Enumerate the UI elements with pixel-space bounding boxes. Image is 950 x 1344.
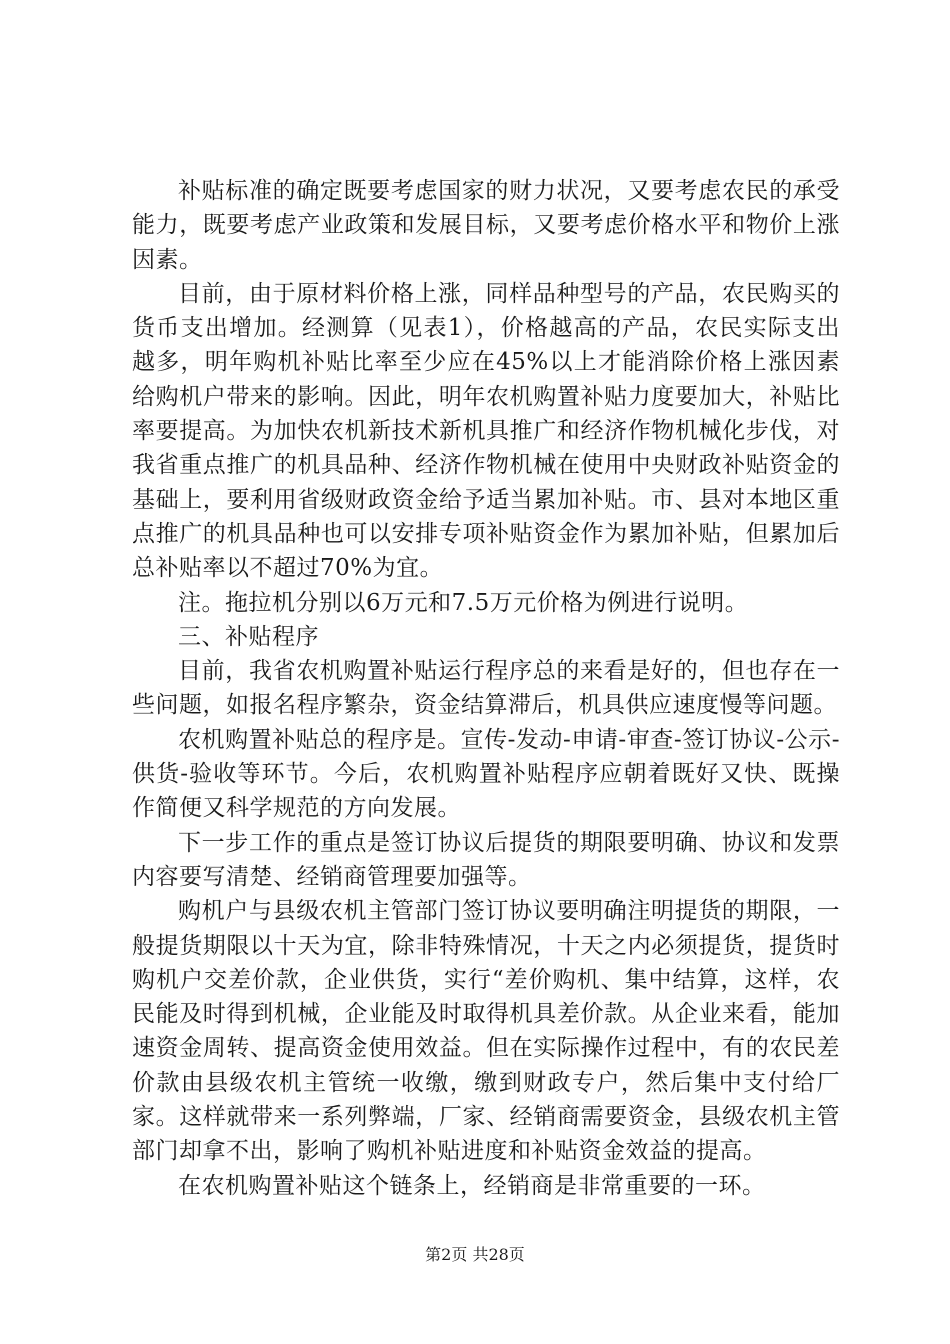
- page-footer: 第2页 共28页: [425, 1245, 525, 1264]
- paragraph-overall-procedure: 农机购置补贴总的程序是。宣传-发动-申请-审查-签订协议-公示-供货-验收等环节。今后，农机购置补贴程序应朝着既好又快、既操作简便又科学规范的方向发展。: [132, 726, 840, 822]
- paragraph-current-procedure: 目前，我省农机购置补贴运行程序总的来看是好的，但也存在一些问题，如报名程序繁杂，资金结算滞后，机具供应速度慢等问题。: [132, 658, 840, 719]
- section-heading-subsidy-procedure: 三、补贴程序: [178, 623, 319, 650]
- paragraph-price-increase: 目前，由于原材料价格上涨，同样品种型号的产品，农民购买的货币支出增加。经测算（见表1），价格越高的产品，农民实际支出越多，明年购机补贴比率至少应在45%以上才能消除价格上涨因素给购机户带来的影响。因此，明年农机购置补贴力度要加大，补贴比率要提高。为加快农机新技术新机具推广和经济作物机械化步伐，对我省重点推广的机具品种、经济作物机械在使用中央财政补贴资金的基础上，要利用省级财政资金给予适当累加补贴。市、县对本地区重点推广的机具品种也可以安排专项补贴资金作为累加补贴，但累加后总补贴率以不超过70%为宜。: [132, 280, 840, 582]
- paragraph-pickup-deadline: 购机户与县级农机主管部门签订协议要明确注明提货的期限，一般提货期限以十天为宜，除非特殊情况，十天之内必须提货，提货时购机户交差价款，企业供货，实行“差价购机、集中结算，这样，农民能及时得到机械，企业能及时取得机具差价款。从企业来看，能加速资金周转、提高资金使用效益。但在实际操作过程中，有的农民差价款由县级农机主管统一收缴，缴到财政专户，然后集中支付给厂家。这样就带来一系列弊端，厂家、经销商需要资金，县级农机主管部门却拿不出，影响了购机补贴进度和补贴资金效益的提高。: [132, 898, 840, 1165]
- document-body: [132, 174, 840, 1203]
- paragraph-subsidy-standard: 补贴标准的确定既要考虑国家的财力状况，又要考虑农民的承受能力，既要考虑产业政策和发展目标，又要考虑价格水平和物价上涨因素。: [132, 178, 840, 273]
- paragraph-note: 注。拖拉机分别以6万元和7.5万元价格为例进行说明。: [178, 589, 749, 616]
- paragraph-dealers: 在农机购置补贴这个链条上，经销商是非常重要的一环。: [178, 1172, 766, 1199]
- paragraph-next-steps: 下一步工作的重点是签订协议后提货的期限要明确、协议和发票内容要写清楚、经销商管理要加强等。: [132, 829, 840, 890]
